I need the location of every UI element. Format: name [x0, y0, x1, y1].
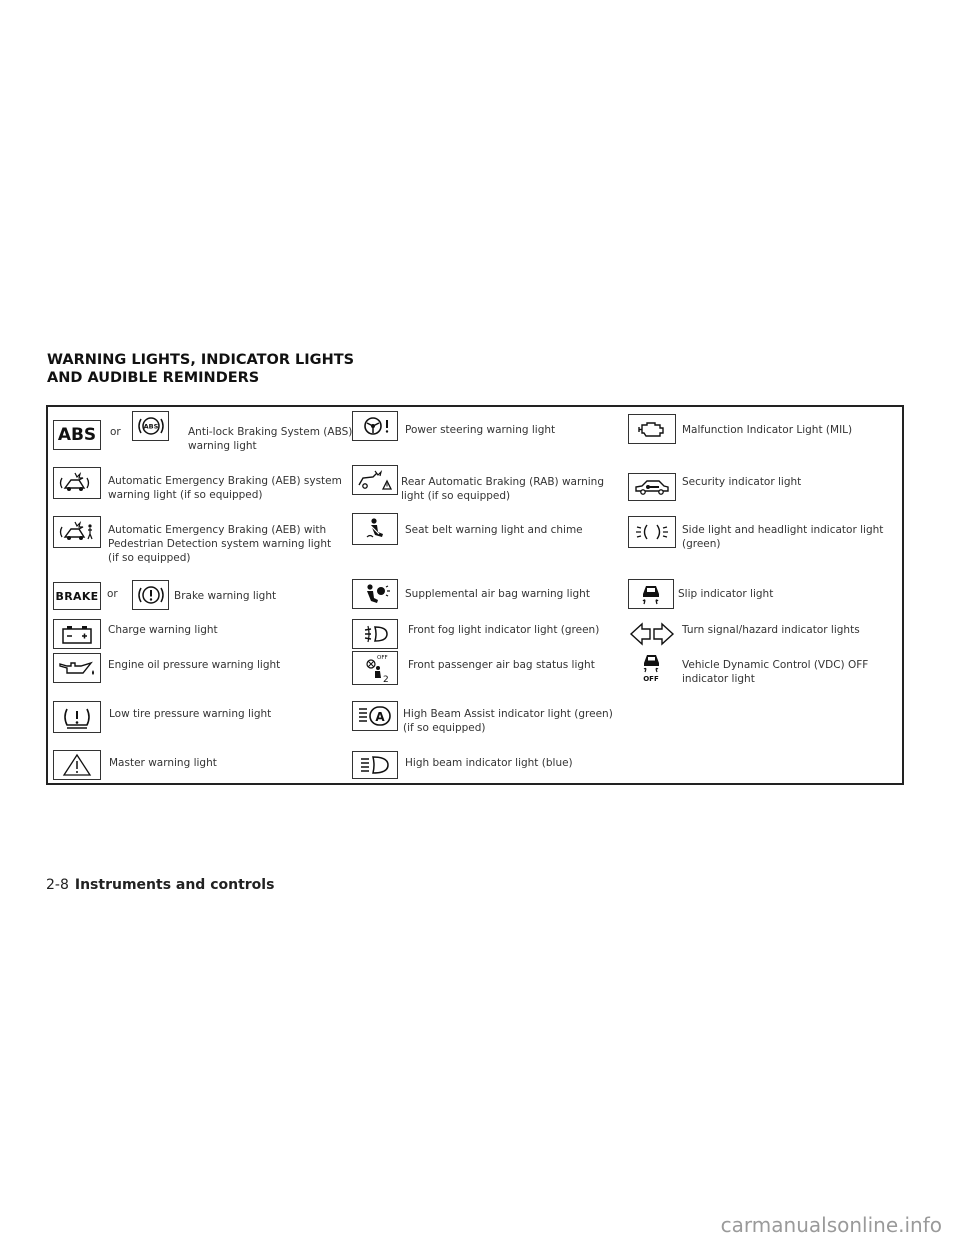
section-title-line-1: WARNING LIGHTS, INDICATOR LIGHTS: [47, 352, 355, 368]
vdc-off-icon: [628, 651, 674, 683]
or-text: or: [107, 588, 118, 600]
high-beam-icon: [352, 751, 398, 779]
svg-text:OFF: OFF: [643, 675, 659, 683]
fog-light-icon: [352, 619, 398, 649]
rab-label: Rear Automatic Braking (RAB) warning light (if so equipped): [401, 476, 605, 502]
section-title: [47, 351, 354, 387]
aeb-label: Automatic Emergency Braking (AEB) system warning light (if so equipped): [108, 475, 342, 501]
charge-label: Charge warning light: [108, 624, 218, 636]
high-beam-assist-icon: [352, 701, 398, 731]
tire-label: Low tire pressure warning light: [109, 708, 272, 720]
watermark: carmanualsonline.info: [720, 1213, 942, 1237]
brake-circle-icon: [132, 580, 169, 610]
aeb-pedestrian-label: Automatic Emergency Braking (AEB) with Pedestrian Detection system warning light (if so equipped): [108, 524, 332, 564]
security-label: Security indicator light: [682, 476, 802, 488]
side-light-label: Side light and headlight indicator light (green): [682, 524, 884, 550]
car-key-icon: [628, 473, 676, 501]
indicator-table: [46, 405, 904, 785]
section-name: Instruments and controls: [74, 877, 275, 893]
rear-braking-icon: [352, 465, 398, 495]
oil-can-icon: [53, 653, 101, 683]
svg-text:OFF: OFF: [377, 655, 388, 661]
page-footer: [46, 877, 274, 893]
power-steering-label: Power steering warning light: [405, 424, 556, 436]
oil-label: Engine oil pressure warning light: [108, 659, 281, 671]
page-number: 2-8: [46, 877, 69, 893]
side-light-icon: [628, 516, 676, 548]
engine-icon: [628, 414, 676, 444]
seatbelt-icon: [352, 513, 398, 545]
vdc-off-label: Vehicle Dynamic Control (VDC) OFF indicator light: [682, 659, 869, 685]
airbag-label: Supplemental air bag warning light: [405, 588, 590, 600]
svg-text:A: A: [375, 710, 385, 724]
svg-text:ABS: ABS: [143, 422, 158, 431]
passenger-airbag-label: Front passenger air bag status light: [408, 659, 595, 671]
mil-label: Malfunction Indicator Light (MIL): [682, 424, 853, 436]
section-title-line-2: AND AUDIBLE REMINDERS: [47, 370, 260, 386]
fog-label: Front fog light indicator light (green): [408, 624, 600, 636]
abs-text-icon: ABS: [53, 420, 101, 450]
turn-signal-label: Turn signal/hazard indicator lights: [682, 624, 860, 636]
battery-icon: [53, 619, 101, 649]
master-label: Master warning light: [109, 757, 217, 769]
passenger-airbag-icon: [352, 651, 398, 685]
brake-text-icon: BRAKE: [53, 582, 101, 610]
warning-triangle-icon: [53, 750, 101, 780]
or-text: or: [110, 426, 121, 438]
abs-circle-icon: [132, 411, 169, 441]
aeb-pedestrian-icon: [53, 516, 101, 548]
high-beam-assist-label: High Beam Assist indicator light (green) (if so equipped): [403, 708, 613, 734]
slip-icon: [628, 579, 674, 609]
svg-text:2: 2: [383, 675, 389, 684]
slip-label: Slip indicator light: [678, 588, 774, 600]
seatbelt-label: Seat belt warning light and chime: [405, 524, 583, 536]
abs-label: Anti-lock Braking System (ABS) warning light: [188, 426, 353, 452]
steering-wheel-icon: [352, 411, 398, 441]
tire-pressure-icon: [53, 701, 101, 733]
brake-label: Brake warning light: [174, 590, 277, 602]
aeb-icon: [53, 467, 101, 499]
high-beam-label: High beam indicator light (blue): [405, 757, 573, 769]
turn-signal-icon: [628, 619, 676, 649]
airbag-icon: [352, 579, 398, 609]
